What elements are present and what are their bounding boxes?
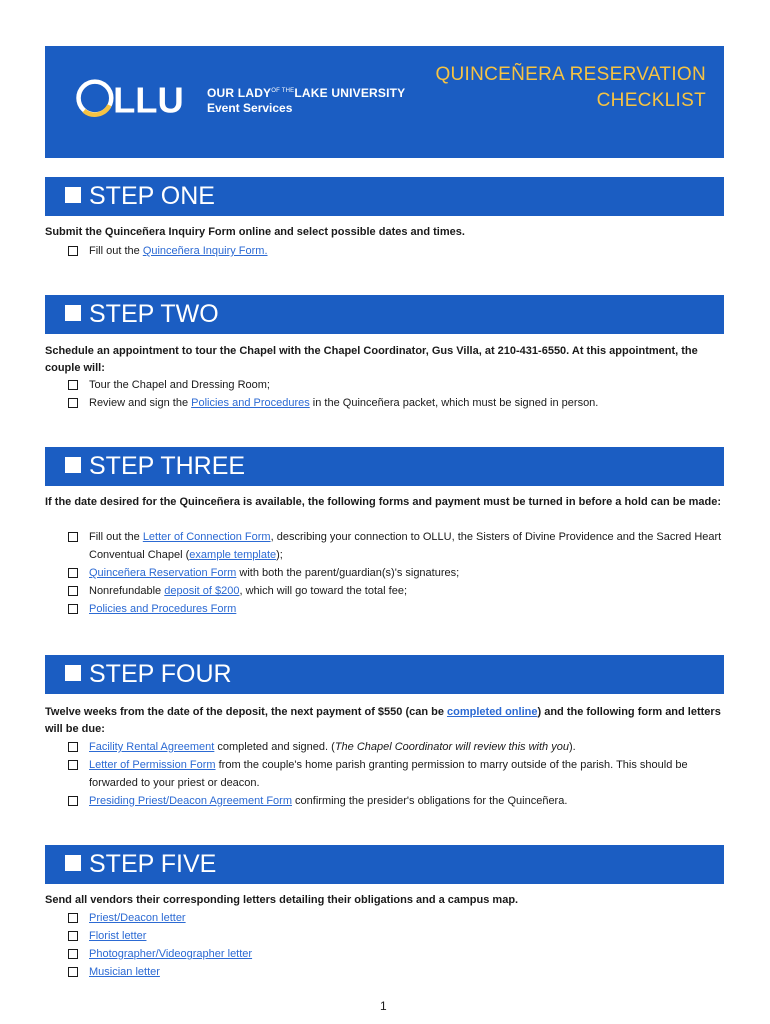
square-icon: [65, 665, 81, 681]
org-name-part: OUR LADY: [207, 86, 272, 100]
step-two-instruction: Schedule an appointment to tour the Chapel with the Chapel Coordinator, Gus Villa, at 210-431-6550. At this appointment, the couple will:: [45, 345, 698, 374]
department-name: Event Services: [207, 101, 293, 115]
lead-text: Twelve weeks from the date of the deposit, the next payment of $550 (can be: [45, 706, 448, 718]
step-one-checklist: [68, 242, 728, 260]
item-text: confirming the presider's obligations for the Quinceñera.: [291, 795, 568, 807]
reservation-form-link[interactable]: Quinceñera Reservation Form: [89, 567, 237, 579]
checkbox-icon[interactable]: [68, 246, 78, 256]
checkbox-icon[interactable]: [68, 586, 78, 596]
ollu-logo-icon: [69, 78, 199, 118]
org-name-part: LAKE UNIVERSITY: [294, 86, 406, 100]
step-two-checklist: [68, 376, 728, 412]
page-header: [45, 46, 724, 158]
list-item: [68, 756, 728, 792]
lead-text: ) and the following form and letters will be due:: [45, 706, 721, 735]
list-item: [68, 582, 728, 600]
checkbox-icon[interactable]: [68, 398, 78, 408]
step-four-checklist: [68, 738, 728, 810]
square-icon: [65, 187, 81, 203]
title-line: CHECKLIST: [596, 90, 706, 111]
checkbox-icon[interactable]: [68, 967, 78, 977]
list-item: [68, 376, 728, 394]
title-line: QUINCEÑERA RESERVATION: [435, 64, 706, 85]
list-item: [68, 394, 728, 412]
facility-rental-agreement-link[interactable]: Facility Rental Agreement: [89, 741, 215, 753]
checkbox-icon[interactable]: [68, 913, 78, 923]
list-item: [68, 963, 728, 981]
square-icon: [65, 305, 81, 321]
step-five-instruction: Send all vendors their corresponding letters detailing their obligations and a campus map.: [45, 894, 519, 906]
square-icon: [65, 457, 81, 473]
checkbox-icon[interactable]: [68, 931, 78, 941]
step-four-instruction: [45, 704, 725, 738]
step-title: STEP FOUR: [89, 660, 232, 688]
policies-procedures-link[interactable]: Policies and Procedures: [191, 397, 310, 409]
item-text: , which will go toward the total fee;: [239, 585, 407, 597]
step-three-heading: [45, 447, 724, 486]
list-item: [68, 945, 728, 963]
presiding-priest-agreement-link[interactable]: Presiding Priest/Deacon Agreement Form: [89, 795, 292, 807]
photographer-letter-link[interactable]: Photographer/Videographer letter: [89, 948, 253, 960]
list-item: [68, 242, 728, 260]
step-five-checklist: [68, 909, 728, 981]
checkbox-icon[interactable]: [68, 380, 78, 390]
step-five-heading: [45, 845, 724, 884]
step-title: STEP ONE: [89, 182, 215, 210]
checkbox-icon[interactable]: [68, 568, 78, 578]
item-text: from the couple's home parish granting permission to marry outside of the parish. This should be forwarded to your priest or deacon.: [89, 759, 688, 789]
item-text: ).: [568, 741, 576, 753]
list-item: [68, 528, 728, 564]
list-item: [68, 600, 728, 618]
item-text: Review and sign the: [89, 397, 192, 409]
document-title: [435, 62, 706, 114]
step-title: STEP TWO: [89, 300, 219, 328]
step-four-heading: [45, 655, 724, 694]
checkbox-icon[interactable]: [68, 604, 78, 614]
checkbox-icon[interactable]: [68, 532, 78, 542]
org-name-small: OF THE: [271, 88, 295, 94]
step-one-heading: [45, 177, 724, 216]
step-one-instruction: Submit the Quinceñera Inquiry Form online and select possible dates and times.: [45, 226, 465, 238]
checkbox-icon[interactable]: [68, 949, 78, 959]
checkbox-icon[interactable]: [68, 742, 78, 752]
item-text: in the Quinceñera packet, which must be signed in person.: [309, 397, 599, 409]
policies-procedures-form-link[interactable]: Policies and Procedures Form: [89, 603, 237, 615]
list-item: [68, 564, 728, 582]
list-item: [68, 909, 728, 927]
item-text: );: [276, 549, 283, 561]
item-text: , describing your connection to OLLU, the Sisters of Divine Providence and the Sacred Heart Conventual Chapel (: [89, 531, 722, 561]
svg-text:LLU: LLU: [113, 79, 184, 118]
step-title: STEP THREE: [89, 452, 246, 480]
letter-of-connection-link[interactable]: Letter of Connection Form: [142, 531, 271, 543]
square-icon: [65, 855, 81, 871]
inquiry-form-link[interactable]: Quinceñera Inquiry Form.: [142, 245, 268, 257]
page-number: 1: [380, 999, 387, 1013]
item-note: The Chapel Coordinator will review this with you: [334, 741, 569, 753]
item-text: completed and signed. (: [214, 741, 335, 753]
complete-online-link[interactable]: completed online: [447, 706, 538, 718]
deposit-link[interactable]: deposit of $200: [164, 585, 240, 597]
step-title: STEP FIVE: [89, 850, 217, 878]
list-item: [68, 927, 728, 945]
step-two-heading: [45, 295, 724, 334]
florist-letter-link[interactable]: Florist letter: [89, 930, 147, 942]
list-item: [68, 792, 728, 810]
checkbox-icon[interactable]: [68, 760, 78, 770]
letter-of-permission-link[interactable]: Letter of Permission Form: [89, 759, 216, 771]
priest-deacon-letter-link[interactable]: Priest/Deacon letter: [89, 912, 186, 924]
list-item: [68, 738, 728, 756]
step-three-instruction: If the date desired for the Quinceñera is available, the following forms and payment must be turned in before a hold can be made:: [45, 496, 722, 508]
item-text: Fill out the: [89, 531, 143, 543]
musician-letter-link[interactable]: Musician letter: [89, 966, 160, 978]
organization-name: [207, 86, 405, 115]
example-template-link[interactable]: example template: [189, 549, 277, 561]
item-text: Fill out the: [89, 245, 143, 257]
step-three-checklist: [68, 528, 728, 618]
item-text: with both the parent/guardian(s)'s signatures;: [236, 567, 460, 579]
checkbox-icon[interactable]: [68, 796, 78, 806]
item-text: Nonrefundable: [89, 585, 165, 597]
item-text: Tour the Chapel and Dressing Room;: [89, 379, 270, 391]
